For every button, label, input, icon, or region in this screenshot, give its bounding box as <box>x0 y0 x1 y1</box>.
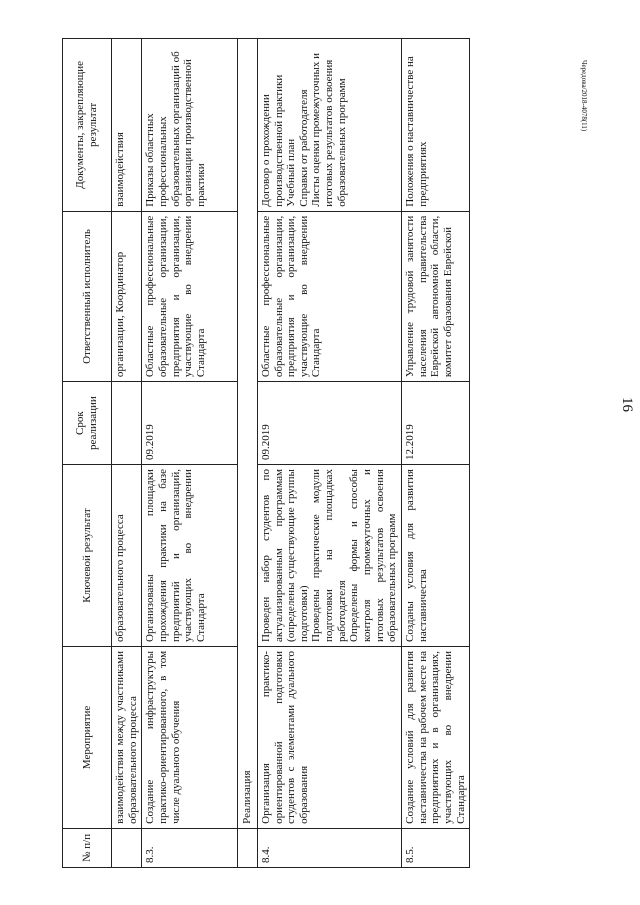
cell-term <box>112 382 142 465</box>
cell-documents <box>257 39 401 212</box>
header-event: Мероприятие <box>63 646 112 828</box>
cell-responsible: организации, Координатор <box>112 211 142 381</box>
document-stamp: Чередова/2018-4078(11) <box>580 60 588 132</box>
cell-documents: Положения о наставничестве на предприятиях <box>401 39 469 212</box>
document-line: Справки от работодателя <box>297 89 310 207</box>
cell-event: Создание условий для развития наставничества на рабочем месте на предприятиях и в организациях, участвующих во внедрении Стандарта <box>401 646 469 828</box>
section-title: Реализация <box>238 39 258 829</box>
cell-event: взаимодействия между участниками образовательного процесса <box>112 646 142 828</box>
plan-table <box>62 38 470 868</box>
document-line: Договор о прохождении производственной практики <box>259 74 285 207</box>
header-responsible: Ответственный исполнитель <box>63 211 112 381</box>
cell-no <box>112 828 142 867</box>
cell-result: Созданы условия для развития наставничества <box>401 465 469 647</box>
header-no: № п/п <box>63 828 112 867</box>
result-line: Определены формы и способы контроля промежуточных и итоговых результатов освоения образовательных программ <box>348 469 399 642</box>
cell-no: 8.4. <box>257 828 401 867</box>
cell-responsible: Областные профессиональные образовательные организации, предприятия и организации, участвующие во внедрении Стандарта <box>257 211 401 381</box>
landscape-table-wrapper <box>62 38 582 868</box>
result-line: Проведен набор студентов по актуализированным программам (определены существующие группы подготовки) <box>259 469 310 642</box>
cell-result <box>257 465 401 647</box>
cell-term: 12.2019 <box>401 382 469 465</box>
cell-event: Создание инфраструктуры практико-ориентированного, в том числе дуального обучения <box>142 646 238 828</box>
cell-responsible: Областные профессиональные образовательные организации, предприятия и организации, участвующие во внедрении Стандарта <box>142 211 238 381</box>
section-no-cell <box>238 828 258 867</box>
result-line: Проведены практические модули подготовки на площадках работодателя <box>310 469 348 642</box>
cell-no: 8.3. <box>142 828 238 867</box>
document-line: Листы оценки промежуточных и итоговых результатов освоения образовательных программ <box>310 53 348 207</box>
header-documents: Документы, закрепляющие результат <box>63 39 112 212</box>
table-row <box>401 39 469 868</box>
cell-responsible: Управление трудовой занятости населения правительства Еврейской автономной области, комитет образования Еврейской <box>401 211 469 381</box>
table-header-row <box>63 39 112 868</box>
cell-event: Организация практико-ориентированной подготовки студентов с элементами дуального образования <box>257 646 401 828</box>
cell-documents: взаимодействия <box>112 39 142 212</box>
table-row <box>257 39 401 868</box>
cell-documents: Приказы областных профессиональных образовательных организаций об организации производственной практики <box>142 39 238 212</box>
cell-no: 8.5. <box>401 828 469 867</box>
cell-result: Организованы площадки прохождения практики на базе предприятий и организаций, участвующих во внедрении Стандарта <box>142 465 238 647</box>
cell-result: образовательного процесса <box>112 465 142 647</box>
table-row <box>112 39 142 868</box>
document-line: Учебный план <box>285 138 298 207</box>
header-term: Срок реализации <box>63 382 112 465</box>
header-result: Ключевой результат <box>63 465 112 647</box>
cell-term: 09.2019 <box>142 382 238 465</box>
section-row <box>238 39 258 868</box>
cell-term: 09.2019 <box>257 382 401 465</box>
page-number: 16 <box>619 397 635 412</box>
table-row <box>142 39 238 868</box>
